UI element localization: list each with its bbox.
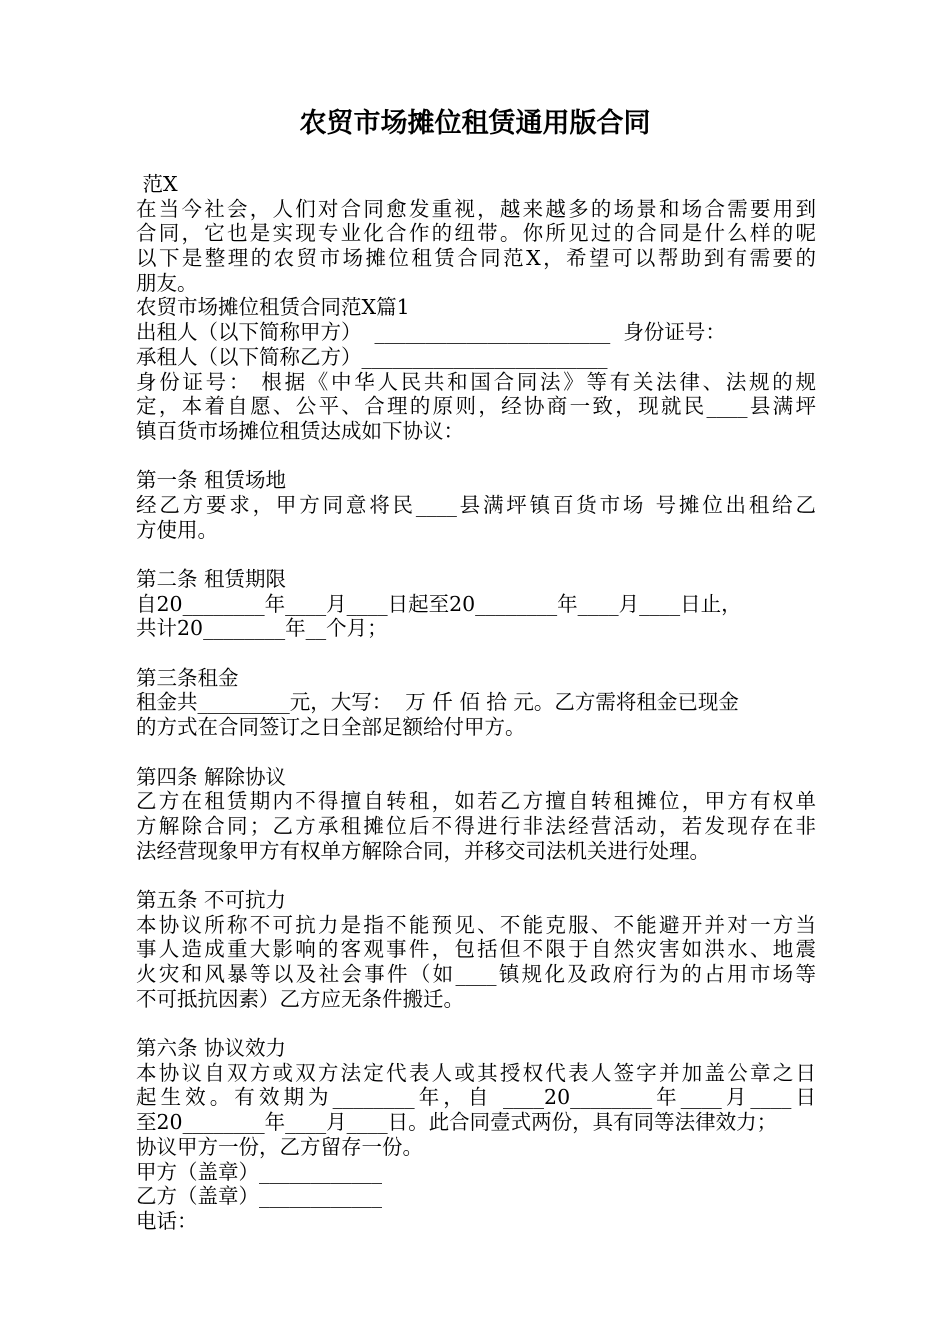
text-line: 镇百货市场摊位租赁达成如下协议： (136, 418, 464, 443)
document-title: 农贸市场摊位租赁通用版合同 (299, 108, 651, 139)
text-line: 共计20________年__个月； (136, 616, 388, 641)
text-line: 起生效。有效期为________年，自 ____20________年____月____日 (136, 1085, 816, 1110)
text-line: 朋友。 (136, 270, 198, 295)
paragraph-gap (136, 740, 826, 765)
text-line: 第六条 协议效力 (136, 1036, 287, 1061)
text-line: 乙方在租赁期内不得擅自转租，如若乙方擅自转租摊位，甲方有权单 (136, 789, 816, 814)
text-line: 协议甲方一份，乙方留存一份。 (136, 1134, 423, 1159)
document-body (136, 172, 826, 1234)
paragraph-gap (136, 641, 826, 666)
text-line: 不可抵抗因素）乙方应无条件搬迁。 (136, 986, 464, 1011)
text-line: 自20________年____月____日起至20________年____月____日止， (136, 591, 742, 616)
text-line: 租金共_________元，大写： 万 仟 佰 拾 元。乙方需将租金已现金 (136, 690, 739, 715)
text-line: 身份证号： 根据《中华人民共和国合同法》等有关法律、法规的规 (136, 369, 816, 394)
text-line: 第一条 租赁场地 (136, 468, 287, 493)
text-line: 第二条 租赁期限 (136, 567, 287, 591)
text-line: 方解除合同；乙方承租摊位后不得进行非法经营活动，若发现存在非 (136, 813, 816, 838)
text-line: 定，本着自愿、公平、合理的原则，经协商一致，现就民____县满坪 (136, 394, 816, 419)
text-line: 以下是整理的农贸市场摊位租赁合同范X，希望可以帮助到有需要的 (136, 246, 816, 271)
text-line: 火灾和风暴等以及社会事件（如____镇规化及政府行为的占用市场等 (136, 962, 816, 986)
text-line: 合同，它也是实现专业化合作的纽带。你所见过的合同是什么样的呢 (136, 221, 816, 246)
text-line: 的方式在合同签订之日全部足额给付甲方。 (136, 715, 526, 740)
paragraph-gap (136, 863, 826, 888)
paragraph-gap (136, 542, 826, 567)
paragraph-gap (136, 1011, 826, 1036)
text-line: 本协议自双方或双方法定代表人或其授权代表人签字并加盖公章之日 (136, 1060, 816, 1085)
text-line: 电话： (136, 1208, 198, 1233)
text-line: 第四条 解除协议 (136, 764, 287, 789)
text-line: 农贸市场摊位租赁合同范X篇1 (136, 295, 410, 320)
text-line: 本协议所称不可抗力是指不能预见、不能克服、不能避开并对一方当 (136, 912, 816, 937)
text-line: 在当今社会，人们对合同愈发重视，越来越多的场景和场合需要用到 (136, 196, 816, 221)
paragraph-gap (136, 444, 826, 469)
text-line: 方使用。 (136, 517, 218, 542)
text-line: 至20________年____月____日。此合同壹式两份，具有同等法律效力； (136, 1110, 778, 1135)
text-line: 范X (136, 172, 178, 196)
text-line: 出租人（以下简称甲方） _______________________ 身份证号： (136, 320, 726, 345)
text-line: 第五条 不可抗力 (136, 887, 287, 912)
text-line: 甲方（盖章）____________ (136, 1159, 382, 1184)
text-line: 乙方（盖章）____________ (136, 1184, 382, 1209)
text-line: 第三条租金 (136, 665, 239, 690)
text-line: 事人造成重大影响的客观事件，包括但不限于自然灾害如洪水、地震 (136, 937, 816, 962)
text-line: 承租人（以下简称乙方）________________________ (136, 344, 608, 369)
text-line: 法经营现象甲方有权单方解除合同，并移交司法机关进行处理。 (136, 838, 710, 863)
text-line: 经乙方要求，甲方同意将民____县满坪镇百货市场 号摊位出租给乙 (136, 492, 816, 517)
